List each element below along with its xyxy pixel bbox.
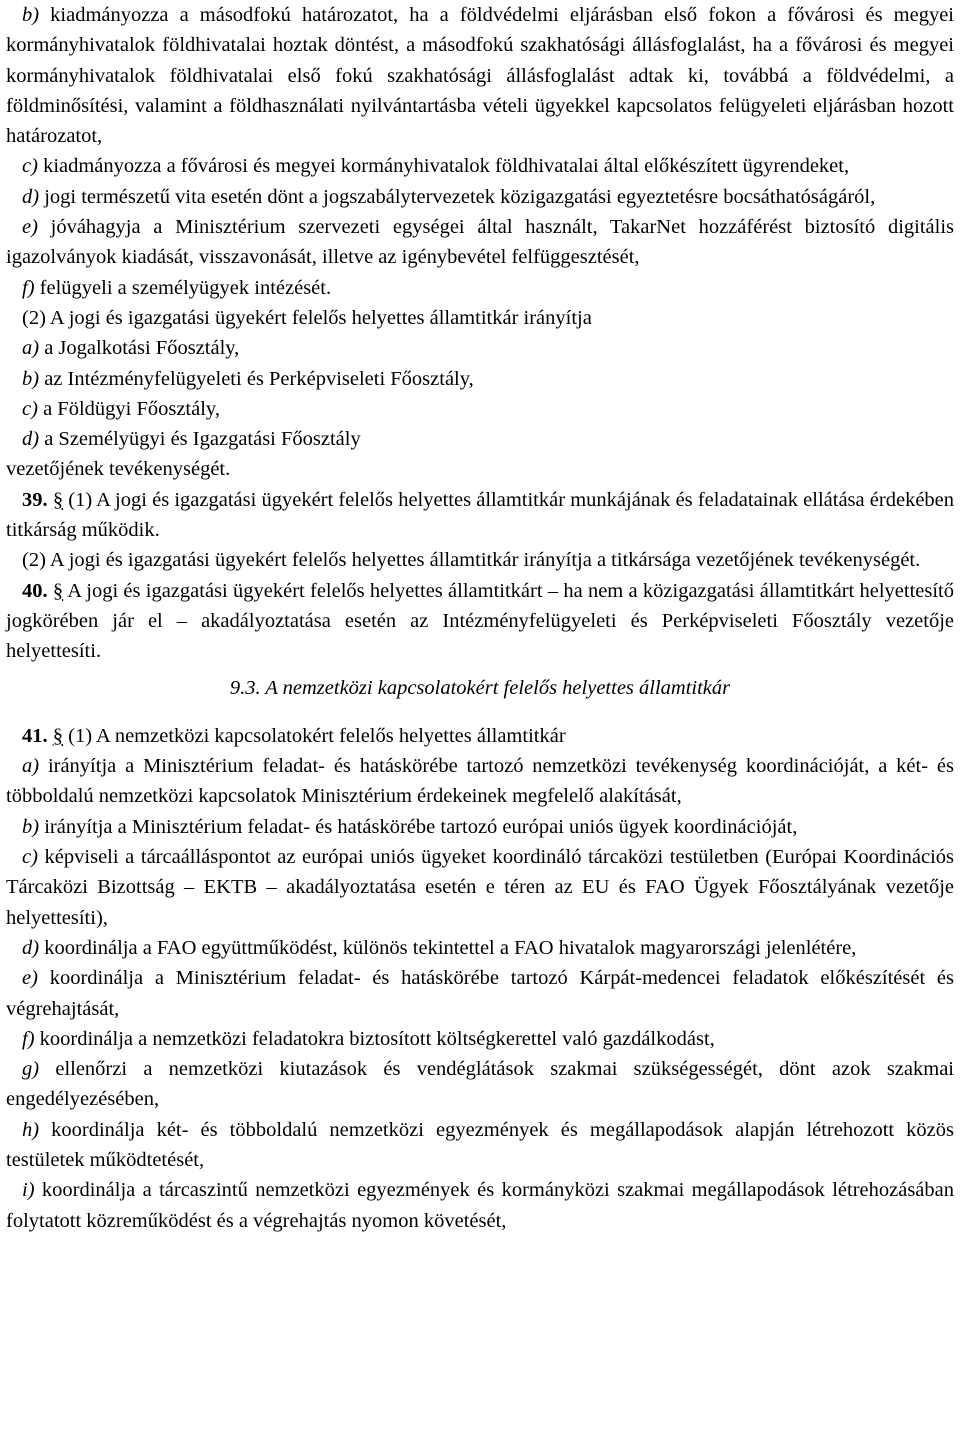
section-39-paragraph-2: (2) A jogi és igazgatási ügyekért felelős helyettes államtitkár irányítja a titkársága vezetőjének tevékenységét. bbox=[22, 549, 921, 572]
list-item-f bbox=[6, 1024, 954, 1054]
list-item-a bbox=[6, 751, 954, 812]
list-text: képviseli a tárcaálláspontot az európai uniós ügyeket koordináló tárcaközi testületben (Európai Koordinációs Tárcaközi Bizottság – EKTB – akadályoztatása esetén e téren az EU és FAO Ügyek Főosztályának vezetője helyettesíti), bbox=[6, 846, 954, 929]
section-number: 41. bbox=[22, 724, 48, 747]
list-letter: b) bbox=[22, 367, 40, 390]
list-item-c bbox=[6, 842, 954, 933]
list-text: a Jogalkotási Főosztály, bbox=[39, 337, 240, 360]
list-letter: d) bbox=[22, 185, 40, 208]
list-text: kiadmányozza a másodfokú határozatot, ha a földvédelmi eljárásban első fokon a fővárosi és megyei kormányhivatalok földhivatalai hoztak döntést, a másodfokú szakhatósági állásfoglalást, ha a fővárosi és megyei kormányhivatalok földhivatalai első fokú szakhatósági állásfoglalást adtak ki, továbbá a földvédelmi, a földminősítési, valamint a földhasználati nyilvántartásba vételi ügyekkel kapcsolatos felügyeleti eljárásban hozott határozatot, bbox=[6, 4, 954, 148]
list-item-e bbox=[6, 963, 954, 1024]
list-item-b bbox=[6, 812, 954, 842]
list-item-a bbox=[6, 333, 954, 363]
list-text: koordinálja a nemzetközi feladatokra biztosított költségkerettel való gazdálkodást, bbox=[34, 1027, 715, 1050]
section-number: 40. bbox=[22, 579, 48, 602]
list-letter: d) bbox=[22, 428, 40, 451]
section-39 bbox=[6, 485, 954, 546]
list-item-b bbox=[6, 364, 954, 394]
list-text: a Személyügyi és Igazgatási Főosztály bbox=[39, 428, 361, 451]
list-letter: a) bbox=[22, 755, 40, 778]
list-text: a Földügyi Főosztály, bbox=[37, 397, 220, 420]
list-text: irányítja a Minisztérium feladat- és hatáskörébe tartozó európai uniós ügyek koordinációját, bbox=[39, 815, 798, 838]
list-item-b bbox=[6, 0, 954, 151]
section-sign: § bbox=[52, 724, 63, 747]
list-letter: a) bbox=[22, 337, 40, 360]
list-letter: f) bbox=[22, 276, 35, 299]
list-text: jóváhagyja a Minisztérium szervezeti egységei által használt, TakarNet hozzáférést biztosító digitális igazolványok kiadását, visszavonását, illetve az igénybevétel felfüggesztését, bbox=[6, 216, 954, 269]
list-letter: e) bbox=[22, 967, 38, 990]
list-item-f bbox=[6, 273, 954, 303]
list-text: jogi természetű vita esetén dönt a jogszabálytervezetek közigazgatási egyeztetésre bocsáthatóságáról, bbox=[39, 185, 876, 208]
list-letter: i) bbox=[22, 1179, 35, 1202]
section-number: 39. bbox=[22, 488, 48, 511]
section-sign: § bbox=[52, 579, 64, 602]
list-text: irányítja a Minisztérium feladat- és hatáskörébe tartozó nemzetközi tevékenység koordinációját, a két- és többoldalú nemzetközi kapcsolatok Minisztérium érdekeinek megfelelő alakítását, bbox=[6, 755, 954, 808]
list-text: koordinálja a tárcaszintű nemzetközi egyezmények és kormányközi szakmai megállapodások létrehozásában folytatott közreműködést és a végrehajtás nyomon követését, bbox=[6, 1179, 954, 1232]
list-item-c bbox=[6, 151, 954, 181]
section-text: A jogi és igazgatási ügyekért felelős helyettes államtitkárt – ha nem a közigazgatási államtitkárt helyettesítő jogkörében jár el – akadályoztatása esetén az Intézményfelügyeleti és Perképviseleti Főosztály vezetője helyettesíti. bbox=[6, 579, 955, 663]
list-letter: g) bbox=[22, 1058, 40, 1081]
list-letter: b) bbox=[22, 815, 40, 838]
list-text: koordinálja a FAO együttműködést, különös tekintettel a FAO hivatalok magyarországi jelenlétére, bbox=[39, 936, 857, 959]
list-item-d bbox=[6, 933, 954, 963]
list-letter: d) bbox=[22, 936, 40, 959]
list-item-e bbox=[6, 212, 954, 273]
list-letter: c) bbox=[22, 397, 38, 420]
spacer bbox=[6, 703, 954, 721]
list-item-g bbox=[6, 1054, 954, 1115]
list-letter: b) bbox=[22, 4, 40, 26]
section-40 bbox=[6, 576, 954, 667]
section-heading: 9.3. A nemzetközi kapcsolatokért felelős helyettes államtitkár bbox=[229, 676, 731, 699]
list-item-c bbox=[6, 394, 954, 424]
list-item-d bbox=[6, 424, 954, 454]
section-sign: § bbox=[52, 488, 64, 511]
section-text: (1) A nemzetközi kapcsolatokért felelős helyettes államtitkár bbox=[63, 724, 566, 747]
list-tail: vezetőjének tevékenységét. bbox=[6, 458, 231, 481]
list-text: felügyeli a személyügyek intézését. bbox=[34, 276, 332, 299]
list-letter: e) bbox=[22, 216, 38, 239]
section-41 bbox=[6, 721, 954, 751]
paragraph-2-intro: (2) A jogi és igazgatási ügyekért felelős helyettes államtitkár irányítja bbox=[22, 306, 592, 329]
list-item-h bbox=[6, 1115, 954, 1176]
section-text: (1) A jogi és igazgatási ügyekért felelős helyettes államtitkár munkájának és feladatainak ellátása érdekében titkárság működik. bbox=[6, 488, 955, 542]
list-text: kiadmányozza a fővárosi és megyei kormányhivatalok földhivatalai által előkészített ügyrendeket, bbox=[37, 155, 850, 178]
list-text: az Intézményfelügyeleti és Perképviseleti Főosztály, bbox=[39, 367, 474, 390]
list-text: koordinálja a Minisztérium feladat- és hatáskörébe tartozó Kárpát-medencei feladatok előkészítését és végrehajtását, bbox=[6, 967, 954, 1020]
list-item-d bbox=[6, 182, 954, 212]
list-letter: c) bbox=[22, 846, 38, 869]
list-letter: c) bbox=[22, 155, 38, 178]
list-text: ellenőrzi a nemzetközi kiutazások és vendéglátások szakmai szükségességét, dönt azok szakmai engedélyezésében, bbox=[6, 1058, 954, 1111]
list-letter: h) bbox=[22, 1118, 40, 1141]
list-item-i bbox=[6, 1175, 954, 1236]
list-text: koordinálja két- és többoldalú nemzetközi egyezmények és megállapodások alapján létrehozott közös testületek működtetését, bbox=[6, 1118, 954, 1171]
list-letter: f) bbox=[22, 1027, 35, 1050]
